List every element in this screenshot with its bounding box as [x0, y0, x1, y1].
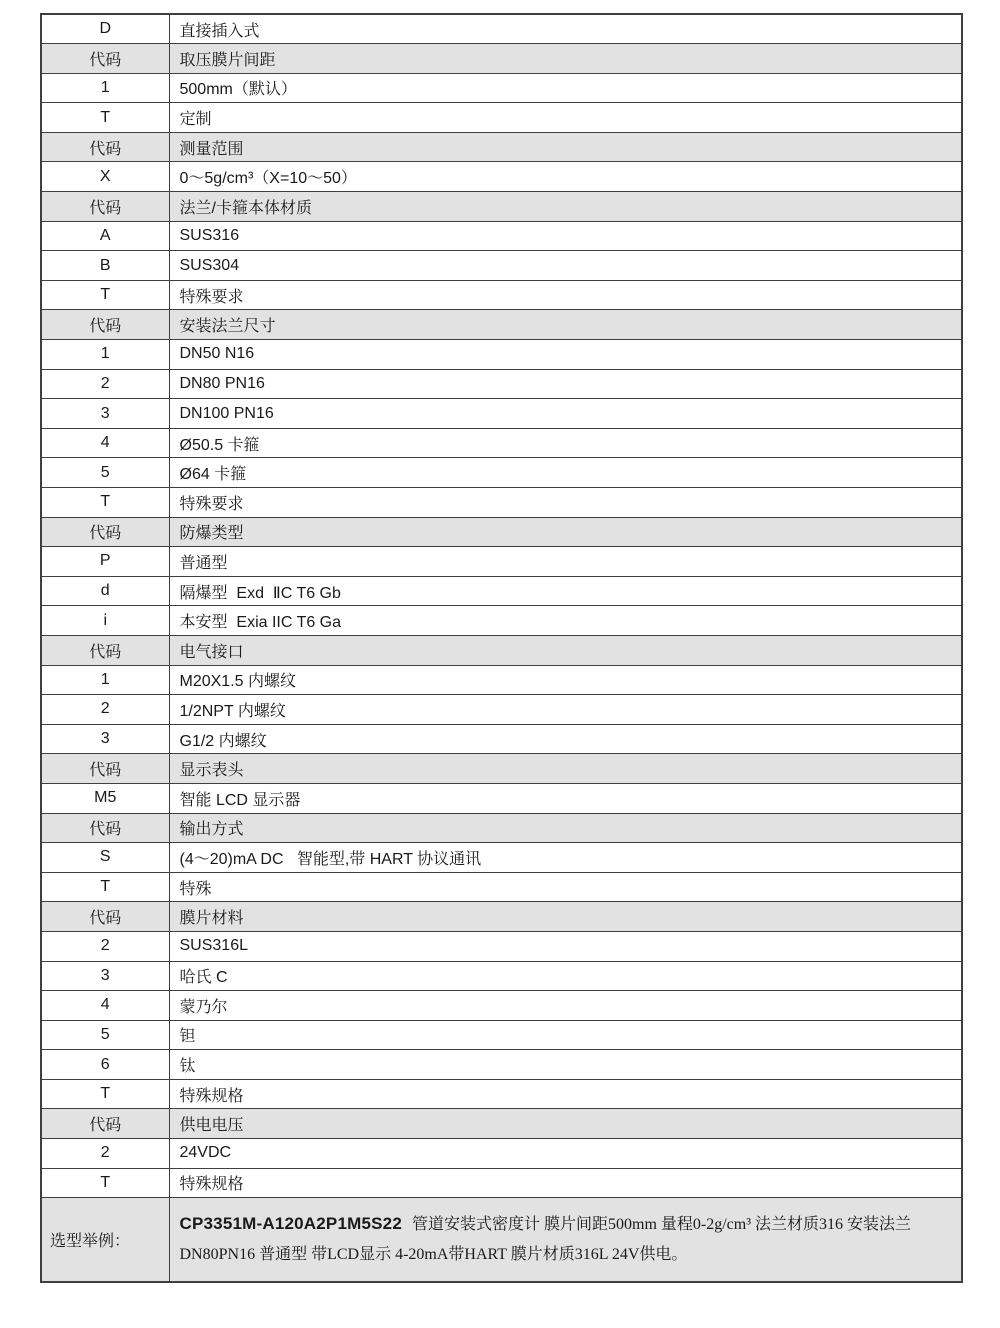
table-row	[41, 902, 962, 932]
table-row	[41, 635, 962, 665]
code-cell: 1	[41, 665, 169, 695]
desc-cell: 0～5g/cm³（X=10～50）	[169, 162, 962, 192]
code-cell: T	[41, 488, 169, 518]
table-row	[41, 754, 962, 784]
desc-cell: 特殊要求	[169, 488, 962, 518]
code-cell: 代码	[41, 902, 169, 932]
code-cell: T	[41, 1079, 169, 1109]
code-cell: T	[41, 1168, 169, 1198]
desc-cell: 安装法兰尺寸	[169, 310, 962, 340]
code-cell: 代码	[41, 1109, 169, 1139]
code-cell: 代码	[41, 132, 169, 162]
example-label-cell: 选型举例：	[41, 1198, 169, 1282]
table-row	[41, 458, 962, 488]
desc-cell: 特殊规格	[169, 1168, 962, 1198]
table-body	[41, 14, 962, 1282]
desc-cell: 取压膜片间距	[169, 44, 962, 74]
table-row	[41, 1079, 962, 1109]
code-cell: T	[41, 872, 169, 902]
code-cell: T	[41, 103, 169, 133]
code-cell: X	[41, 162, 169, 192]
code-cell: D	[41, 14, 169, 44]
code-cell: 4	[41, 991, 169, 1021]
desc-cell: 24VDC	[169, 1139, 962, 1169]
table-row	[41, 1109, 962, 1139]
example-model-code: CP3351M-A120A2P1M5S22	[179, 1214, 402, 1233]
code-cell: 代码	[41, 813, 169, 843]
code-cell: 3	[41, 961, 169, 991]
table-row	[41, 399, 962, 429]
table-row	[41, 813, 962, 843]
code-cell: M5	[41, 783, 169, 813]
code-cell: i	[41, 606, 169, 636]
table-row	[41, 606, 962, 636]
desc-cell: 特殊	[169, 872, 962, 902]
desc-cell: 隔爆型 Exd ⅡC T6 Gb	[169, 576, 962, 606]
code-cell: 代码	[41, 517, 169, 547]
table-row	[41, 488, 962, 518]
desc-cell: DN80 PN16	[169, 369, 962, 399]
code-cell: 代码	[41, 44, 169, 74]
code-cell: P	[41, 547, 169, 577]
code-cell: 代码	[41, 635, 169, 665]
table-row	[41, 251, 962, 281]
code-cell: 代码	[41, 192, 169, 222]
table-row	[41, 576, 962, 606]
selection-code-table	[40, 13, 963, 1283]
table-row	[41, 162, 962, 192]
code-cell: 3	[41, 399, 169, 429]
code-cell: 2	[41, 369, 169, 399]
desc-cell: 测量范围	[169, 132, 962, 162]
table-row	[41, 991, 962, 1021]
table-row	[41, 695, 962, 725]
desc-cell: 1/2NPT 内螺纹	[169, 695, 962, 725]
desc-cell: 500mm（默认）	[169, 73, 962, 103]
code-cell: 2	[41, 1139, 169, 1169]
desc-cell: 普通型	[169, 547, 962, 577]
table-row	[41, 1050, 962, 1080]
table-row	[41, 843, 962, 873]
code-cell: 代码	[41, 310, 169, 340]
desc-cell: 供电电压	[169, 1109, 962, 1139]
table-row	[41, 1020, 962, 1050]
table-row	[41, 517, 962, 547]
table-row	[41, 961, 962, 991]
desc-cell: (4～20)mA DC 智能型,带 HART 协议通讯	[169, 843, 962, 873]
table-row	[41, 783, 962, 813]
desc-cell: M20X1.5 内螺纹	[169, 665, 962, 695]
code-cell: 2	[41, 695, 169, 725]
desc-cell: SUS304	[169, 251, 962, 281]
table-row	[41, 192, 962, 222]
table-row	[41, 221, 962, 251]
table-row	[41, 547, 962, 577]
code-cell: 2	[41, 931, 169, 961]
table-row	[41, 428, 962, 458]
desc-cell: 输出方式	[169, 813, 962, 843]
desc-cell: Ø64 卡箍	[169, 458, 962, 488]
code-cell: 4	[41, 428, 169, 458]
desc-cell: 定制	[169, 103, 962, 133]
code-cell: 代码	[41, 754, 169, 784]
code-cell: S	[41, 843, 169, 873]
table-row	[41, 44, 962, 74]
table-row	[41, 931, 962, 961]
table-row	[41, 369, 962, 399]
table-row	[41, 724, 962, 754]
table-row	[41, 73, 962, 103]
table-row	[41, 1168, 962, 1198]
example-description: 管道安装式密度计 膜片间距500mm 量程0-2g/cm³ 法兰材质316 安装法兰DN80PN16 普通型 带LCD显示 4-20mA带HART 膜片材质316L 24V供电。	[179, 1216, 912, 1263]
desc-cell: 钽	[169, 1020, 962, 1050]
example-row	[41, 1198, 962, 1282]
desc-cell: 法兰/卡箍本体材质	[169, 192, 962, 222]
desc-cell: 显示表头	[169, 754, 962, 784]
table-row	[41, 280, 962, 310]
code-cell: A	[41, 221, 169, 251]
table-row	[41, 310, 962, 340]
table-row	[41, 103, 962, 133]
code-cell: B	[41, 251, 169, 281]
table-row	[41, 14, 962, 44]
desc-cell: 电气接口	[169, 635, 962, 665]
code-cell: 5	[41, 458, 169, 488]
example-desc-cell	[169, 1198, 962, 1282]
desc-cell: 特殊要求	[169, 280, 962, 310]
code-cell: 5	[41, 1020, 169, 1050]
table-row	[41, 1139, 962, 1169]
code-cell: 3	[41, 724, 169, 754]
desc-cell: 特殊规格	[169, 1079, 962, 1109]
desc-cell: 钛	[169, 1050, 962, 1080]
desc-cell: SUS316	[169, 221, 962, 251]
table-row	[41, 665, 962, 695]
table-row	[41, 340, 962, 370]
desc-cell: DN100 PN16	[169, 399, 962, 429]
code-cell: T	[41, 280, 169, 310]
code-cell: d	[41, 576, 169, 606]
desc-cell: 直接插入式	[169, 14, 962, 44]
desc-cell: Ø50.5 卡箍	[169, 428, 962, 458]
desc-cell: SUS316L	[169, 931, 962, 961]
desc-cell: DN50 N16	[169, 340, 962, 370]
code-cell: 6	[41, 1050, 169, 1080]
desc-cell: 哈氏 C	[169, 961, 962, 991]
code-cell: 1	[41, 73, 169, 103]
desc-cell: 防爆类型	[169, 517, 962, 547]
desc-cell: 蒙乃尔	[169, 991, 962, 1021]
table-row	[41, 872, 962, 902]
desc-cell: G1/2 内螺纹	[169, 724, 962, 754]
desc-cell: 本安型 Exia IIC T6 Ga	[169, 606, 962, 636]
desc-cell: 膜片材料	[169, 902, 962, 932]
desc-cell: 智能 LCD 显示器	[169, 783, 962, 813]
table-row	[41, 132, 962, 162]
code-cell: 1	[41, 340, 169, 370]
